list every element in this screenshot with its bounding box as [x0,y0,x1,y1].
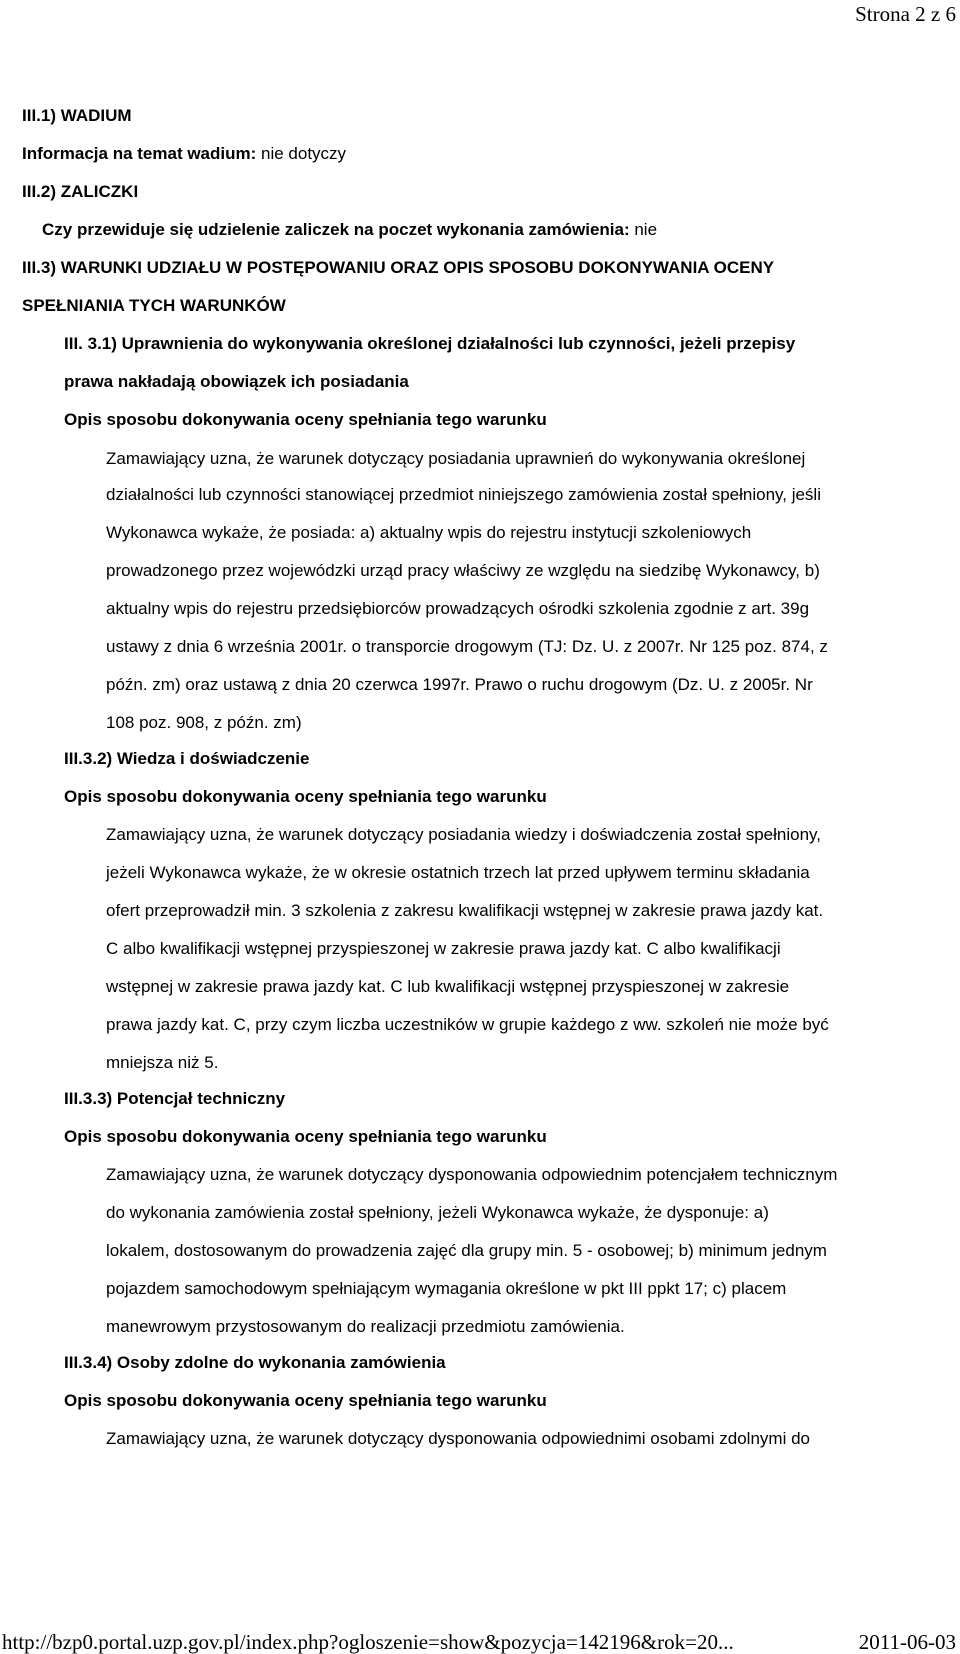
warunki-heading-cont: SPEŁNIANIA TYCH WARUNKÓW [22,296,286,315]
section-3-3-2-text: wstępnej w zakresie prawa jazdy kat. C lub kwalifikacji wstępnej przyspieszonej w zakresie [106,977,790,996]
section-3-3-2-text: ofert przeprowadził min. 3 szkolenia z zakresu kwalifikacji wstępnej w zakresie prawa jazdy kat. [106,901,824,920]
page-number: Strona 2 z 6 [855,2,956,26]
section-3-3-2-opis-label: Opis sposobu dokonywania oceny spełniania tego warunku [64,787,547,806]
section-3-3-3-text: do wykonania zamówienia został spełniony, jeżeli Wykonawca wykaże, że dysponuje: a) [106,1203,769,1222]
zaliczki-heading: III.2) ZALICZKI [22,182,139,201]
section-3-3-3-text: Zamawiający uzna, że warunek dotyczący dysponowania odpowiednim potencjałem technicznym [106,1165,838,1184]
section-3-3-3-text: pojazdem samochodowym spełniającym wymagania określone w pkt III ppkt 17; c) placem [106,1279,787,1298]
wadium-info: Informacja na temat wadium: nie dotyczy [22,144,347,163]
section-3-3-2-text: mniejsza niż 5. [106,1053,219,1072]
section-3-3-1-heading-cont: prawa nakładają obowiązek ich posiadania [64,372,409,391]
section-3-3-1-text: działalności lub czynności stanowiącej przedmiot niniejszego zamówienia został spełniony, jeśli [106,485,821,504]
section-3-3-3-text: manewrowym przystosowanym do realizacji przedmiotu zamówienia. [106,1317,625,1336]
wadium-heading: III.1) WADIUM [22,106,132,125]
section-3-3-2-text: jeżeli Wykonawca wykaże, że w okresie ostatnich trzech lat przed upływem terminu składania [106,863,810,882]
section-3-3-2-text: Zamawiający uzna, że warunek dotyczący posiadania wiedzy i doświadczenia został spełniony, [106,825,821,844]
section-3-3-3-heading: III.3.3) Potencjał techniczny [64,1089,286,1108]
section-3-3-2-text: C albo kwalifikacji wstępnej przyspieszonej w zakresie prawa jazdy kat. C albo kwalifikacji [106,939,781,958]
section-3-3-4-heading: III.3.4) Osoby zdolne do wykonania zamówienia [64,1353,446,1372]
warunki-heading: III.3) WARUNKI UDZIAŁU W POSTĘPOWANIU ORAZ OPIS SPOSOBU DOKONYWANIA OCENY [22,258,775,277]
footer-url: http://bzp0.portal.uzp.gov.pl/index.php?ogloszenie=show&pozycja=142196&rok=20... [2,1630,734,1654]
section-3-3-1-text: prowadzonego przez wojewódzki urząd pracy właściwy ze względu na siedzibę Wykonawcy, b) [106,561,820,580]
page-footer [0,1631,960,1654]
section-3-3-4-opis-label: Opis sposobu dokonywania oceny spełniania tego warunku [64,1391,547,1410]
section-3-3-1-text: Zamawiający uzna, że warunek dotyczący posiadania uprawnień do wykonywania określonej [106,449,806,468]
section-3-3-3-text: lokalem, dostosowanym do prowadzenia zajęć dla grupy min. 5 - osobowej; b) minimum jednym [106,1241,827,1260]
section-3-3-2-heading: III.3.2) Wiedza i doświadczenie [64,749,310,768]
section-3-3-1-opis-label: Opis sposobu dokonywania oceny spełniania tego warunku [64,410,547,429]
section-3-3-1-text: aktualny wpis do rejestru przedsiębiorców prowadzących ośrodki szkolenia zgodnie z art. 39g [106,599,810,618]
section-3-3-1-text: ustawy z dnia 6 września 2001r. o transporcie drogowym (TJ: Dz. U. z 2007r. Nr 125 poz. 874, z [106,637,828,656]
section-3-3-2-text: prawa jazdy kat. C, przy czym liczba uczestników w grupie każdego z ww. szkoleń nie może być [106,1015,829,1034]
section-3-3-1-text: Wykonawca wykaże, że posiada: a) aktualny wpis do rejestru instytucji szkoleniowych [106,523,752,542]
footer-date: 2011-06-03 [858,1630,956,1654]
section-3-3-1-text: późn. zm) oraz ustawą z dnia 20 czerwca 1997r. Prawo o ruchu drogowym (Dz. U. z 2005r. Nr [106,675,813,694]
section-3-3-3-opis-label: Opis sposobu dokonywania oceny spełniania tego warunku [64,1127,547,1146]
section-3-3-1-heading: III. 3.1) Uprawnienia do wykonywania określonej działalności lub czynności, jeżeli przepisy [64,334,796,353]
section-3-3-1-text: 108 poz. 908, z późn. zm) [106,713,302,732]
zaliczki-question: Czy przewiduje się udzielenie zaliczek na poczet wykonania zamówienia: nie [42,220,658,239]
section-3-3-4-text: Zamawiający uzna, że warunek dotyczący dysponowania odpowiednimi osobami zdolnymi do [106,1429,810,1448]
